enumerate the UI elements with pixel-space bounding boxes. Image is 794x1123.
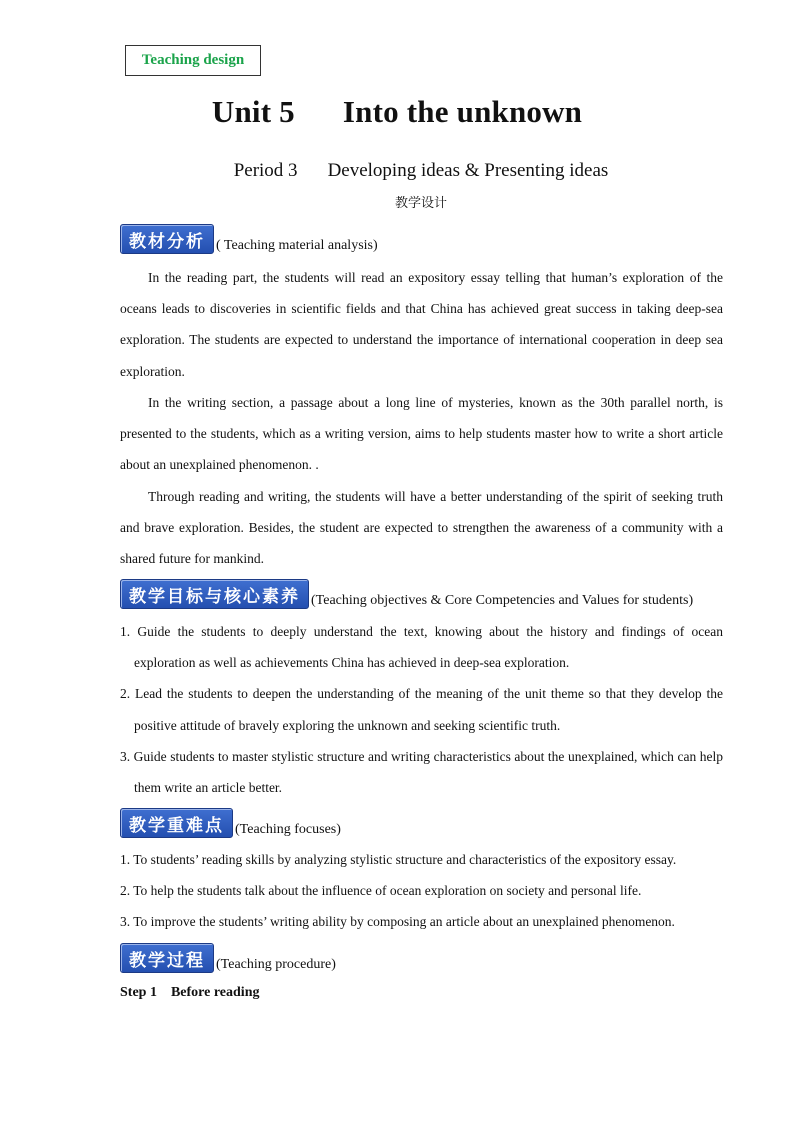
section-objectives-badge: 教学目标与核心素养: [120, 579, 309, 609]
section-procedure-note: (Teaching procedure): [216, 957, 336, 972]
list-item: 2. Lead the students to deepen the understanding of the meaning of the unit theme so that they develop the positive attitude of bravely exploring the unknown and seeking scientific truth.: [120, 686, 723, 733]
list-item: 3. Guide students to master stylistic structure and writing characteristics about the unexplained, which can help them write an article better.: [120, 748, 723, 796]
section-analysis-badge: 教材分析: [120, 224, 214, 254]
list-item: 2. To help the students talk about the influence of ocean exploration on society and personal life.: [120, 883, 642, 899]
period-label: Period 3: [233, 160, 298, 181]
objectives-list: [120, 616, 723, 803]
section-objectives-note: (Teaching objectives & Core Competencies and Values for students): [311, 593, 694, 608]
section-analysis-header: [120, 224, 378, 254]
focuses-list: [120, 844, 723, 938]
unit-number: Unit 5: [211, 94, 295, 129]
document-tag-box: [125, 45, 261, 76]
unit-name: Into the unknown: [342, 94, 583, 129]
analysis-paragraph-2: In the writing section, a passage about a long line of mysteries, known as the 30th parallel north, is presented to the students, which as a writing version, aims to help students master how to write a short article about an unexplained phenomenon. .: [120, 395, 723, 473]
section-objectives-header: [120, 579, 693, 609]
period-topic: Developing ideas & Presenting ideas: [327, 160, 609, 181]
list-item: 1. Guide the students to deeply understand the text, knowing about the history and findings of ocean exploration as well as achievements China has achieved in deep-sea exploration.: [120, 624, 723, 671]
section-procedure-badge: 教学过程: [120, 943, 214, 973]
document-tag-label: Teaching design: [141, 52, 245, 68]
step-name: Before reading: [170, 985, 260, 1000]
analysis-paragraph-1: In the reading part, the students will read an expository essay telling that human’s exploration of the oceans leads to discoveries in scientific fields and that China has achieved great success in taking deep-sea exploration. The students are expected to understand the importance of international cooperation in deep sea exploration.: [120, 270, 723, 379]
section-analysis-note: ( Teaching material analysis): [216, 238, 378, 253]
section-focuses-note: (Teaching focuses): [235, 822, 341, 837]
cn-subtitle: 教学设计: [394, 196, 447, 211]
section-focuses-header: [120, 808, 341, 838]
list-item: 3. To improve the students’ writing ability by composing an article about an unexplained phenomenon.: [120, 914, 675, 930]
section-focuses-badge: 教学重难点: [120, 808, 233, 838]
analysis-paragraph-3: Through reading and writing, the students will have a better understanding of the spirit of seeking truth and brave exploration. Besides, the student are expected to strengthen the awareness of a community with a shared future for mankind.: [120, 489, 723, 567]
list-item: 1. To students’ reading skills by analyzing stylistic structure and characteristics of the expository essay.: [120, 852, 677, 867]
step-label: Step 1: [120, 985, 157, 1000]
step-heading: [120, 985, 259, 1001]
section-procedure-header: [120, 943, 336, 973]
page-subtitle: [0, 160, 794, 182]
page-title: [0, 94, 794, 130]
